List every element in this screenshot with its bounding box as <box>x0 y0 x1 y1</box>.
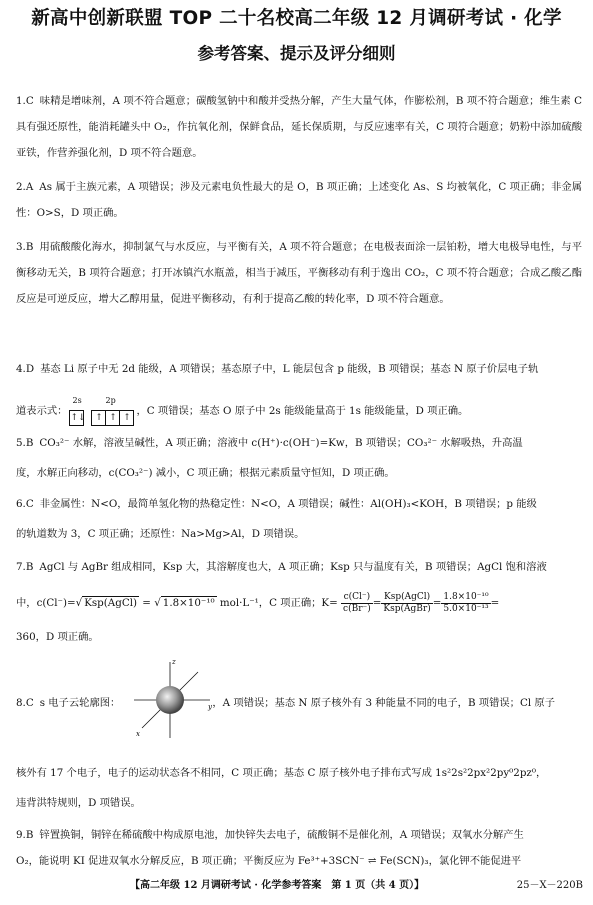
orbital-2s-label: 2s <box>72 396 82 405</box>
orbital-prefix: 道表示式： <box>16 405 68 417</box>
answer-text: 基态 Li 原子中无 2d 能级，A 项错误；基态原子中，L 能层包含 p 能级，B 项错误；基态 N 原子价层电子轨 <box>40 363 539 375</box>
orbital-box-2p-3: ↑ <box>120 410 134 426</box>
denominator: Ksp(AgBr) <box>383 603 431 614</box>
answer-item-7-line2: 中，c(Cl⁻)=√ Ksp(AgCl) = √ 1.8×10⁻¹⁰ mol·L⁻¹，C 项正确；K= $\frac{c(Cl^-)}{c(Br^-)}$ = $\frac{\text{Ksp(AgCl)}}{\text{Ksp(AgBr)}}$ = $\frac{\text{1.8×10⁻¹⁰}}{\text{5.0×10⁻¹³}}$ = <box>16 591 500 614</box>
numerator: c(Cl⁻) <box>341 592 373 604</box>
orbital-box-2s: ↑↓ <box>69 410 84 426</box>
answer-item-5-line1 <box>16 430 523 456</box>
answer-item-1 <box>16 88 582 166</box>
answer-item-4 <box>16 356 582 382</box>
answer-number: 7.B <box>16 561 34 573</box>
answer-item-6-line1 <box>16 491 537 517</box>
answer-number: 2.A <box>16 181 34 193</box>
answer-text: 用硫酸酸化海水，抑制氯气与水反应，与平衡有关，A 项不符合题意；在电极表面涂一层铂粉，增大电极导电性，与平衡移动无关，B 项符合题意；打开冰镇汽水瓶盖，相当于减压，平衡移动有利于逸出 CO₂，C 项不符合题意；合成乙酸乙酯反应是可逆反应，增大乙醇用量，促进平衡移动，有利于提高乙酸的转化率，D 项不符合题意。 <box>16 241 582 305</box>
answer-item-7-line1 <box>16 554 547 580</box>
answer-number: 9.B <box>16 829 34 841</box>
denominator: 5.0×10⁻¹³ <box>443 603 489 614</box>
answer-text: 味精是增味剂，A 项不符合题意；碳酸氢钠中和酸并受热分解，产生大量气体，作膨松剂，B 项不符合题意；维生素 C 具有强还原性，能消耗罐头中 O₂，作抗氧化剂，保鲜食品，延长保质期，与反应速率有关，C 项符合题意；奶粉中添加硫酸亚铁，作营养强化剂，D 项不符合题意。 <box>16 95 582 159</box>
answer-text: As 属于主族元素，A 项错误；涉及元素电负性最大的是 O，B 项正确；上述变化 As、S 均被氧化，C 项正确；非金属性：O>S，D 项正确。 <box>16 181 582 219</box>
page-subtitle: 参考答案、提示及评分细则 <box>197 44 396 63</box>
s-orbital-sphere <box>156 686 184 714</box>
answer-number: 4.D <box>16 363 35 375</box>
answer-text: CO₃²⁻ 水解，溶液呈碱性，A 项正确；溶液中 c(H⁺)·c(OH⁻)=Kw，B 项错误；CO₃²⁻ 水解吸热，升高温 <box>39 437 523 449</box>
axis-label-y: y <box>208 703 212 711</box>
answer-item-8-line1 <box>16 690 555 716</box>
answer-item-3 <box>16 234 582 312</box>
orbital-2p <box>91 396 134 423</box>
answer-text: s 电子云轮廓图： <box>39 697 121 709</box>
answer-text: AgCl 与 AgBr 组成相同，Ksp 大，其溶解度也大，A 项正确；Ksp 只与温度有关，B 项错误；AgCl 饱和溶液 <box>39 561 547 573</box>
answer-text: 非金属性：N<O，最简单氢化物的热稳定性：N<O，A 项错误；碱性：Al(OH)₃<KOH，B 项错误；p 能级 <box>39 498 537 510</box>
fraction-concentration <box>341 592 373 615</box>
answer-number: 5.B <box>16 437 34 449</box>
orbital-2p-label: 2p <box>105 396 116 405</box>
answer-number: 3.B <box>16 241 34 253</box>
answer-item-8-line2: 核外有 17 个电子，电子的运动状态各不相同，C 项正确；基态 C 原子核外电子排布式写成 1s²2s²2px²2py⁰2pz⁰， <box>16 767 547 779</box>
answer-item-7-line3: 360，D 项正确。 <box>16 631 99 643</box>
answer-item-2 <box>16 174 582 226</box>
numerator: Ksp(AgCl) <box>381 592 432 604</box>
unit-text: mol·L⁻¹，C 项正确；K= <box>219 597 338 609</box>
footer-page-info: 【高二年级 12 月调研考试 · 化学参考答案 第 1 页（共 4 页）】 <box>130 880 425 891</box>
formula-prefix: 中，c(Cl⁻)= <box>16 597 76 609</box>
fraction-ksp <box>381 592 432 615</box>
answer-number: 1.C <box>16 95 34 107</box>
orbital-box-2p-2: ↑ <box>106 410 120 426</box>
answer-item-9-line2: O₂，能说明 KI 促进双氧水分解反应，B 项正确；平衡反应为 Fe³⁺+3SCN⁻ ⇌ Fe(SCN)₃，氯化钾不能促进平 <box>16 855 522 867</box>
sqrt-ksp: Ksp(AgCl) <box>84 597 138 609</box>
answer-item-6-line2: 的轨道数为 3，C 项正确；还原性：Na>Mg>Al，D 项错误。 <box>16 528 305 540</box>
answer-number: 8.C <box>16 697 34 709</box>
axis-label-x: x <box>136 730 140 738</box>
sqrt-value: 1.8×10⁻¹⁰ <box>162 597 215 609</box>
page-title: 新高中创新联盟 TOP 二十名校高二年级 12 月调研考试 · 化学 <box>31 8 562 29</box>
equals-sign: = <box>142 597 151 609</box>
s-orbital-diagram <box>124 654 216 746</box>
answer-item-8-line3: 违背洪特规则，D 项错误。 <box>16 797 141 809</box>
axis-label-z: z <box>172 658 176 666</box>
footer-code: 25－X－220B <box>516 880 583 891</box>
answer-item-9-line1 <box>16 822 524 848</box>
answer-item-4-orbital-line <box>16 398 468 424</box>
numerator: 1.8×10⁻¹⁰ <box>443 591 489 602</box>
answer-text-cont: ，A 项错误；基态 N 原子核外有 3 种能量不同的电子，B 项错误；Cl 原子 <box>212 697 556 709</box>
answer-text: 锌置换铜，铜锌在稀硫酸中构成原电池，加快锌失去电子，硫酸铜不是催化剂，A 项错误；双氧水分解产生 <box>39 829 524 841</box>
fraction-values <box>441 592 490 615</box>
answer-number: 6.C <box>16 498 34 510</box>
orbital-box-2p-1: ↑ <box>91 410 106 426</box>
denominator: c(Br⁻) <box>343 603 371 614</box>
orbital-2s <box>69 396 86 423</box>
answer-item-5-line2: 度，水解正向移动，c(CO₃²⁻) 减小，C 项正确；根据元素质量守恒知，D 项正确。 <box>16 467 395 479</box>
orbital-suffix: ，C 项错误；基态 O 原子中 2s 能级能量高于 1s 能级能量，D 项正确。 <box>136 405 469 417</box>
